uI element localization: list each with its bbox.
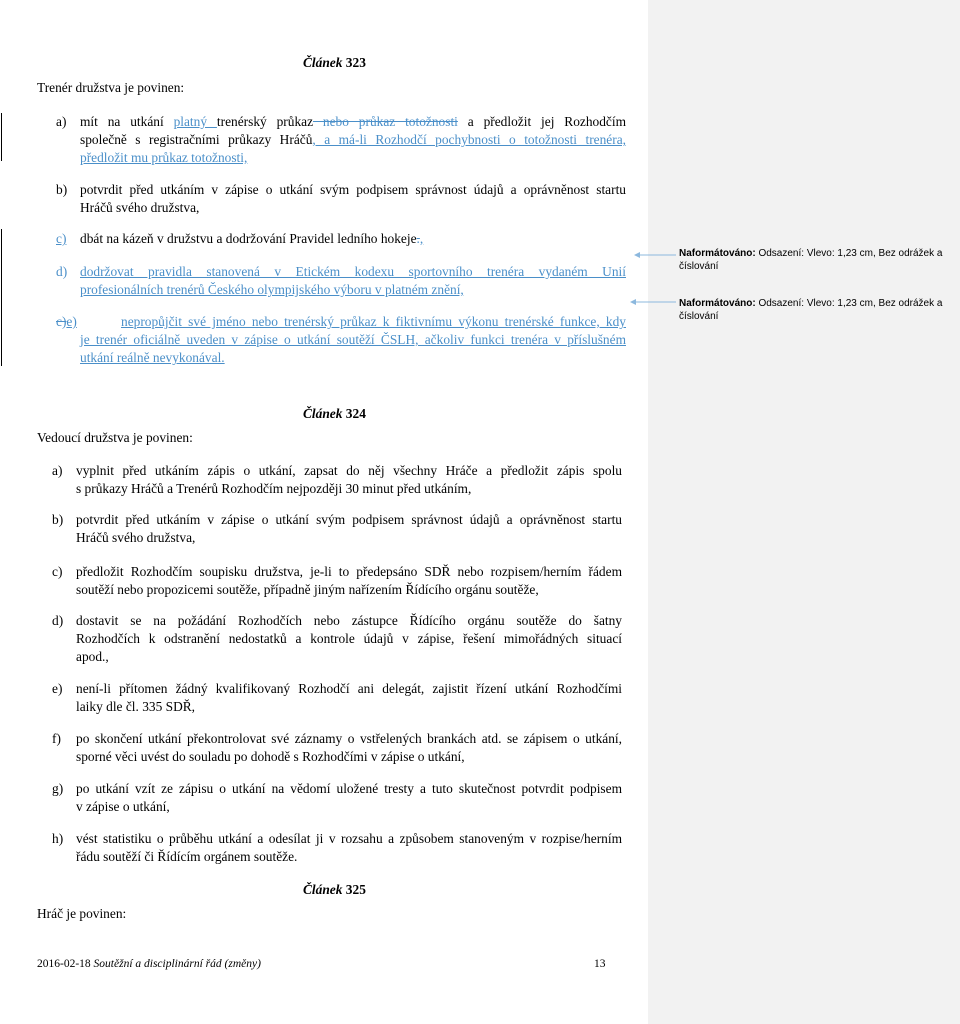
inserted-text: předložit mu průkaz totožnosti, <box>80 150 248 165</box>
item-line: je trenér oficiálně uveden v zápise o utkání soutěží ČSLH, ačkoliv funkci trenéra v příslušném <box>80 332 626 347</box>
item-line: laiky dle čl. 335 SDŘ, <box>76 699 196 714</box>
item-line: řádu soutěží či Řídícím orgánem soutěže. <box>76 849 298 864</box>
item-line: dodržovat pravidla stanovená v Etickém kodexu sportovního trenéra vydaném Unií <box>80 264 626 279</box>
item-marker: b) <box>52 512 64 527</box>
item-line: apod., <box>76 649 109 664</box>
text-run: a předložit jej Rozhodčím <box>457 114 627 129</box>
item-line: nepropůjčit své jméno nebo trenérský průkaz k fiktivnímu výkonu trenérské funkce, kdy <box>121 314 626 329</box>
item-line: po utkání vzít ze zápisu o utkání na vědomí uložené tresty a tuto skutečnost potvrdit podpisem <box>76 781 622 796</box>
item-line: předložit Rozhodčím soupisku družstva, je-li to předepsáno SDŘ nebo rozpisem/herním řádem <box>76 564 622 579</box>
item-line: Hráčů svého družstva, <box>80 200 200 215</box>
item-line: po skončení utkání překontrolovat své záznamy o vstřelených brankách atd. se zápisem o utkání, <box>76 731 622 746</box>
text-run: dbát na kázeň v družstvu a dodržování Pravidel ledního hokeje <box>80 231 417 246</box>
item-marker: f) <box>52 731 61 746</box>
comment-label: Naformátováno: <box>679 298 756 309</box>
comment-text: Odsazení: Vlevo: 1,23 cm, Bez odrážek a číslování <box>679 298 943 322</box>
inserted-text: e) <box>66 314 77 329</box>
connector-arrow <box>630 299 636 305</box>
item-line: s průkazy Hráčů a Trenérů Rozhodčím nejpozději 30 minut před utkáním, <box>76 481 472 496</box>
article-323-lead: Trenér družstva je povinen: <box>37 80 185 95</box>
text-run: mít na utkání <box>80 114 174 129</box>
item-marker: g) <box>52 781 64 796</box>
item-marker: e) <box>52 681 63 696</box>
text-run: trenérský průkaz <box>216 114 314 129</box>
connector-arrow <box>634 252 640 258</box>
article-325-lead: Hráč je povinen: <box>37 906 127 921</box>
item-marker: a) <box>56 114 67 129</box>
item-marker: h) <box>52 831 64 846</box>
inserted-text: , <box>419 231 424 246</box>
item-marker: d) <box>52 613 64 628</box>
item-line: vyplnit před utkáním zápis o utkání, zapsat do něj všechny Hráče a předložit zápis spolu <box>76 463 622 478</box>
item-marker: a) <box>52 463 63 478</box>
heading-word: Článek <box>303 406 343 421</box>
heading-number: 323 <box>345 55 366 70</box>
article-324-lead: Vedoucí družstva je povinen: <box>37 430 193 445</box>
heading-number: 324 <box>345 406 366 421</box>
text-run: společně s registračními průkazy Hráčů <box>80 132 313 147</box>
item-marker: d) <box>56 264 68 279</box>
inserted-text: , a má-li Rozhodčí pochybnosti o totožnosti trenéra, <box>312 132 627 147</box>
item-line: vést statistiku o průběhu utkání a odesílat ji v rozsahu a způsobem stanoveným v rozpise/herním <box>76 831 622 846</box>
item-marker: b) <box>56 182 68 197</box>
item-line: potvrdit před utkáním v zápise o utkání svým podpisem správnost údajů a oprávněnost startu <box>76 512 622 527</box>
comment-label: Naformátováno: <box>679 248 756 259</box>
item-line: utkání reálně nevykonával. <box>80 350 225 365</box>
comment-balloon[interactable] <box>679 248 951 273</box>
deleted-text: . <box>416 231 420 246</box>
item-line: soutěží nebo propozicemi soutěže, případně jiným nařízením Řídícího orgánu soutěže, <box>76 582 539 597</box>
item-line: sporné věci uvést do souladu po dohodě s Rozhodčími v zápise o utkání, <box>76 749 465 764</box>
item-line: potvrdit před utkáním v zápise o utkání svým podpisem správnost údajů a oprávněnost startu <box>80 182 626 197</box>
inserted-text: platný <box>173 114 217 129</box>
item-line: profesionálních trenérů Českého olympijského výboru v platném znění, <box>80 282 464 297</box>
deleted-text: c) <box>56 314 67 329</box>
heading-word: Článek <box>303 882 343 897</box>
item-marker: c) <box>56 231 67 246</box>
comment-text: Odsazení: Vlevo: 1,23 cm, Bez odrážek a číslování <box>679 248 943 272</box>
footer-title: Soutěžní a disciplinární řád (změny) <box>93 958 261 970</box>
item-line: není-li přítomen žádný kvalifikovaný Rozhodčí ani delegát, zajistit řízení utkání Rozhodčími <box>76 681 622 696</box>
heading-number: 325 <box>345 882 366 897</box>
item-line: Hráčů svého družstva, <box>76 530 196 545</box>
deleted-text: nebo průkaz totožnosti <box>313 114 458 129</box>
item-line: dostavit se na požádání Rozhodčích nebo zástupce Řídícího orgánu soutěže do šatny <box>76 613 622 628</box>
item-line: Rozhodčích k odstranění nedostatků a kontrole údajů v zápise, řešení mimořádných situací <box>76 631 622 646</box>
page-number: 13 <box>594 958 606 970</box>
item-marker: c) <box>52 564 63 579</box>
item-line: v zápise o utkání, <box>76 799 170 814</box>
comment-balloon[interactable] <box>679 298 951 323</box>
heading-word: Článek <box>303 55 343 70</box>
footer-date: 2016-02-18 <box>37 958 91 970</box>
